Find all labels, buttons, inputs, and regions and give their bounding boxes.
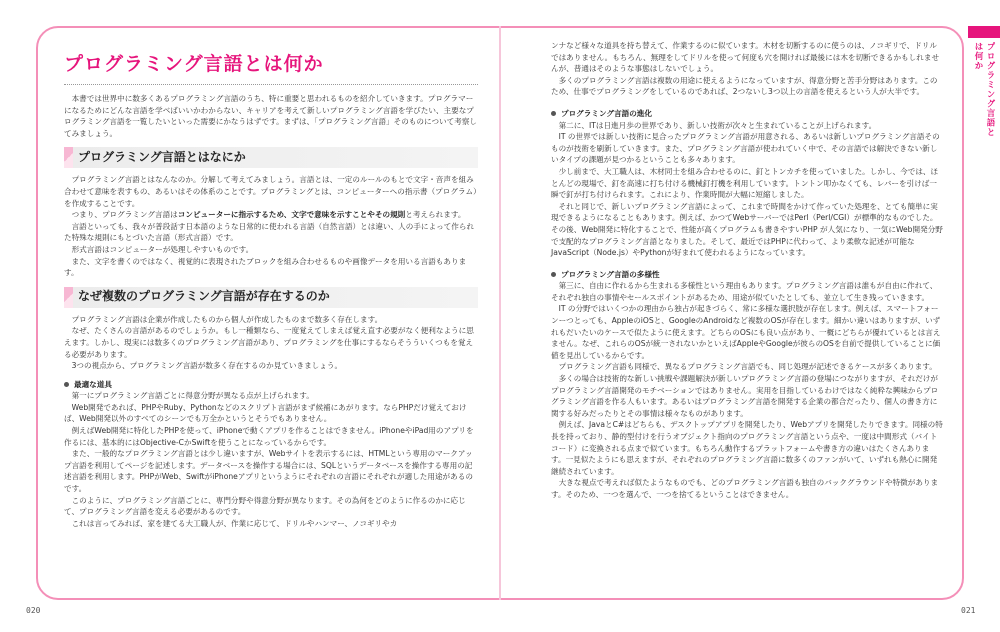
paragraph: プログラミング言語は企業が作成したものから個人が作成したものまで数多く存在します。 bbox=[71, 314, 383, 324]
paragraph: 第三に、自由に作れるから生まれる多様性という理由もあります。プログラミング言語は誰もが自由に作れて、それぞれ独自の事情やセールスポイントがあるため、用途が似ていたとしても、並立して生き残っていきます。 bbox=[551, 281, 938, 302]
side-tab-bar bbox=[968, 26, 1000, 38]
text-run: つまり、プログラミング言語は bbox=[71, 210, 178, 220]
paragraph: 例えば、JavaとC#はどちらも、デスクトップアプリを開発したり、Webアプリを開発したりできます。同様の特長を持っており、静的型付けを行うオブジェクト指向のプログラミング言語という点や、一度は中間形式（バイトコード）に変換される点まで似ています。もちろん動作するプラットフォームや書き方の違いはたくさんあります。一見似たようにも思えますが、それぞれのプログラミング言語に数多くのファンがいて、いずれも熱心に開発継続されています。 bbox=[551, 420, 943, 476]
paragraph: 第二に、ITは日進月歩の世界であり、新しい技術が次々と生まれていることが上げられます。 bbox=[558, 120, 877, 130]
section-heading-text: プログラミング言語とはなにか bbox=[78, 150, 246, 165]
section-heading-why-many bbox=[64, 287, 478, 308]
paragraph: 言語といっても、我々が普段話す日本語のような日常的に使われる言語（自然言語）とは違い、人の手によって作られた特殊な規則にもとづいた言語（形式言語）です。 bbox=[64, 221, 475, 243]
paragraph-with-emphasis bbox=[64, 209, 478, 221]
text-run: と考えられます。 bbox=[405, 210, 466, 220]
bullet-heading bbox=[551, 269, 943, 281]
paragraph: それと同じで、新しいプログラミング言語によって、これまで時間をかけて作っていた処理を、とても簡単に実現できるようになることもあります。例えば、かつてWebサーバーではPerl（Perl/CGI）が標準的なものでした。その後、Web開発に特化することで、性能が高くプログラムも書きやすいPHP が人気になり、一気にWeb開発分野で支配的なプログラミング言語となりました。そして、最近ではPHPに代わって、より柔軟な記述が可能なJavaScript（Node.js）やPythonが好まれて使われるようになっています。 bbox=[551, 201, 943, 258]
bullet-heading-text: プログラミング言語の多様性 bbox=[561, 269, 660, 279]
left-page-column bbox=[64, 40, 478, 529]
intro-paragraph: 本書では世界中に数多くあるプログラミング言語のうち、特に重要と思われるものを紹介していきます。プログラマーになるためにどんな言語を学べばいいかわからない、キャリアを考えて新しいプログラミング言語を学びたい、主要なプログラミング言語を一覧したいといった需要にかなうはずです。まずは、「プログラミング言語」そのものについて考察してみましょう。 bbox=[64, 94, 478, 138]
bullet-dot-icon bbox=[551, 272, 556, 277]
bullet-heading-text: 最適な道具 bbox=[74, 379, 112, 389]
page-gutter bbox=[499, 26, 501, 600]
right-page-column bbox=[551, 40, 943, 501]
bullet-dot-icon bbox=[64, 382, 69, 387]
paragraph: 大きな視点で考えれば似たようなものでも、どのプログラミング言語も独自のバックグラウンドや特徴があります。そのため、一つを選んで、一つを捨てるということはできません。 bbox=[551, 478, 939, 499]
page-number-left: 020 bbox=[26, 606, 41, 615]
section-accent-icon bbox=[64, 147, 73, 168]
paragraph: このように、プログラミング言語ごとに、専門分野や得意分野が異なります。その為何をどのように作るのかに応じて、プログラミング言語を変える必要があるのです。 bbox=[64, 495, 466, 517]
paragraph: なぜ、たくさんの言語があるのでしょうか。もし一種類なら、一度覚えてしまえば覚え直す必要がなく便利なように思えます。しかし、現実には数多くのプログラミング言語があり、プログラミングを仕事にするならそうういくつもを覚える必要があります。 bbox=[64, 326, 474, 359]
paragraph: また、一般的なプログラミング言語とは少し違いますが、Webサイトを表示するには、HTMLという専用のマークアップ言語を利用してページを記述します。データベースを操作する場合には、SQLというデータベースを操作する専用の記述言語を利用します。PHPがWeb、SwiftがiPhoneアプリというようにそれぞれの言語にそれぞれが適した用途があるのです。 bbox=[64, 449, 473, 494]
paragraph: IT の世界では新しい技術に見合ったプログラミング言語が用意される、あるいは新しいプログラミング言語そのものが技術を刷新していきます。また、プログラミング言語が使われていく中で、その言語では解決できない新しいタイプの課題が見つかるということも多々あります。 bbox=[551, 132, 940, 165]
paragraph: IT の分野ではいくつかの理由から独占が起きづらく、常に多様な選択肢が存在します。例えば、スマートフォーンーつとっても、AppleのiOSと、GoogleのAndroidなど複数のOSが存在します。細かい違いはありますが、いずれもだいたいのケースで似たように使えます。どちらのOSにも良い点があり、一概にどちらが優れているとは言えません。なぜ、これらのOSが統一されないかといえばAppleやGoogleが彼らのOSを自前で提供していることに価値を見出しているからです。 bbox=[551, 304, 941, 360]
section-accent-icon bbox=[64, 287, 73, 308]
side-tab bbox=[968, 26, 1000, 138]
emphasis-text: コンピューターに指示するため、文字で意味を示すことやその規則 bbox=[177, 210, 406, 220]
bullet-heading-text: プログラミング言語の進化 bbox=[561, 108, 652, 118]
paragraph: これは言ってみれば、家を建てる大工職人が、作業に応じて、ドリルやハンマー、ノコギリやカ bbox=[71, 518, 398, 528]
paragraph: また、文字を書くのではなく、視覚的に表現されたブロックを組み合わせるものや画像データを用いる言語もあります。 bbox=[64, 256, 467, 278]
paragraph: プログラミング言語も同様で、異なるプログラミング言語でも、同じ処理が記述できるケースが多くあります。 bbox=[558, 362, 937, 372]
section-heading-text: なぜ複数のプログラミング言語が存在するのか bbox=[78, 289, 330, 304]
paragraph: 多くのプログラミング言語は複数の用途に使えるようになっていますが、得意分野と苦手分野はあります。このため、仕事でプログラミングをしているのであれば、2つないし3つ以上の言語を使えるという人が大半です。 bbox=[551, 75, 938, 97]
paragraph: 例えばWeb開発に特化したPHPを使って、iPhoneで動くアプリを作ることはできません。iPhoneやiPad用のアプリを作るには、基本的にはObjective-CかSwiftを使うことになっているからです。 bbox=[64, 426, 474, 447]
paragraph: 3つの視点から、プログラミング言語が数多く存在するのか見ていきましょう。 bbox=[71, 361, 343, 371]
page-number-right: 021 bbox=[961, 606, 976, 615]
side-tab-label: プログラミング言語とは何か bbox=[973, 42, 995, 138]
paragraph: 形式言語はコンピューターが処理しやすいものです。 bbox=[71, 244, 254, 254]
paragraph: 少し前まで、大工職人は、木材同士を組み合わせるのに、釘とトンカチを使っていました。しかし、今では、ほとんどの現場で、釘を高速に打ち付ける機械釘打機を利用しています。トントン叩かなくても、レバーを引けば一瞬で釘が打ち付けられます。これにより、作業時間が大幅に短縮しました。 bbox=[551, 166, 939, 200]
paragraph-continued: ンナなど様々な道具を持ち替えて、作業するのに似ています。木材を切断するのに使うのは、ノコギリで、ドリルではありません。もちろん、無理をしてドリルを使って何度も穴を開ければ最後には木を切断できるかもしれませんが、普通はそのような事態はしないでしょう。 bbox=[551, 41, 940, 74]
paragraph: 第一にプログラミング言語ごとに得意分野が異なる点が上げられます。 bbox=[71, 391, 314, 401]
paragraph: 多くの場合は技術的な新しい挑戦や課題解決が新しいプログラミング言語の登場につながりますが、それだけがプログラミング言語開発のモチベーションではありません。実用を目指しているわけではなく純粋な興味からプログラミング言語を作る人もいます。あるいはプログラミング言語を開発する企業の都合だったり、個人の書き方に関する好みだったりとその事情は様々なものがあります。 bbox=[551, 374, 939, 418]
bullet-heading bbox=[551, 108, 943, 120]
bullet-heading bbox=[64, 379, 478, 391]
bullet-dot-icon bbox=[551, 111, 556, 116]
paragraph: Web開発であれば、PHPやRuby、Pythonなどのスクリプト言語がまず候補にあがります。ならPHPだけ覚えておけば、Web開発以外のすべてのシーンでも万全かというとそうでもありません。 bbox=[64, 402, 467, 424]
section-heading-what-is bbox=[64, 147, 478, 168]
paragraph: プログラミング言語とはなんなのか。分解して考えてみましょう。言語とは、一定のルールのもとで文字・音声を組み合わせて意味を表すもの、あるいはその体系のことです。プログラミングとは、コンピューターへの指示書（プログラム）を作成することです。 bbox=[64, 175, 477, 208]
page-title: プログラミング言語とは何か bbox=[64, 52, 478, 85]
